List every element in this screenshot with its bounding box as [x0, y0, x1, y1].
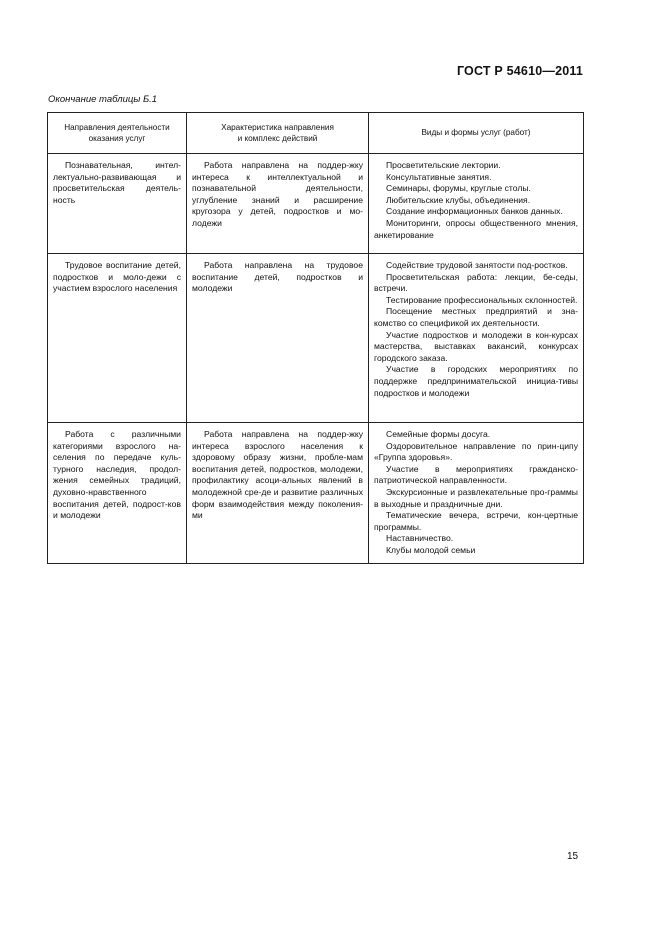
direction-cell	[48, 254, 187, 423]
service-item: Мониторинги, опросы общественного мнения, анкетирование	[374, 217, 578, 240]
service-item: Содействие трудовой занятости под-ростков.	[386, 260, 568, 270]
header-line: оказания услуг	[88, 134, 146, 143]
services-cell	[369, 254, 584, 423]
service-item: Участие в мероприятиях гражданско-патриотической направленности.	[374, 463, 578, 486]
cell-text: Познавательная, интел-лектуально-развивающая и просветительская деятель-ность	[53, 160, 181, 205]
service-item: Просветительская работа: лекции, бе-седы, встречи.	[374, 271, 578, 294]
table-row	[48, 154, 584, 254]
service-item: Участие в городских мероприятиях по поддержке предпринимательской инициа-тивы подростков и молодежи	[374, 364, 578, 398]
characteristic-cell	[187, 154, 369, 254]
table-row	[48, 254, 584, 423]
service-item: Тестирование профессиональных склонностей.	[386, 294, 578, 305]
service-item: Клубы молодой семьи	[386, 544, 476, 555]
service-item: Просветительские лектории.	[386, 160, 501, 170]
service-item: Любительские клубы, объединения.	[386, 194, 531, 205]
cell-text: Трудовое воспитание детей, подростков и моло-дежи с участием взрослого населения	[53, 260, 181, 294]
service-item: Семинары, форумы, круглые столы.	[386, 183, 531, 194]
header-line: и комплекс действий	[237, 134, 318, 143]
table-row	[48, 423, 584, 564]
characteristic-cell	[187, 423, 369, 564]
table-caption: Окончание таблицы Б.1	[48, 94, 158, 105]
cell-text: Работа направлена на поддер-жку интереса к интеллектуальной и познавательной деятельности, углубление знаний и расширение кругозора у детей, подростков и мо-лодежи	[192, 160, 363, 228]
cell-text: Работа направлена на трудовое воспитание детей, подростков и молодежи	[192, 260, 363, 294]
header-line: Характеристика направления	[221, 122, 334, 132]
direction-cell	[48, 154, 187, 254]
characteristic-cell	[187, 254, 369, 423]
column-header-services	[369, 113, 584, 154]
service-item: Оздоровительное направление по прин-ципу «Группа здоровья».	[374, 440, 578, 463]
services-cell	[369, 154, 584, 254]
page-number: 15	[567, 851, 579, 862]
cell-text: Работа направлена на поддер-жку интереса взрослого населения к здоровому образу жизни, пробле-мам воспитания детей, подростков, молодежи, профилактику асоци-альных явлений в молодежной сре-де и развитие различных форм взаимодействия между поколения-ми	[192, 429, 363, 521]
header-line: Виды и формы услуг (работ)	[421, 128, 531, 138]
services-cell	[369, 423, 584, 564]
service-item: Посещение местных предприятий и зна-комство со спецификой их деятельности.	[374, 306, 578, 328]
header-line: Направления деятельности	[64, 122, 170, 132]
service-item: Семейные формы досуга.	[386, 429, 491, 439]
service-item: Тематические вечера, встречи, кон-цертные программы.	[374, 510, 578, 532]
service-item: Создание информационных банков данных.	[386, 206, 563, 217]
service-item: Наставничество.	[386, 533, 454, 544]
service-item: Участие подростков и молодежи в кон-курсах мастерства, выставках вакансий, конкурсах городского заказа.	[374, 329, 578, 363]
service-item: Консультативные занятия.	[386, 171, 492, 182]
direction-cell	[48, 423, 187, 564]
standard-code: ГОСТ Р 54610—2011	[456, 64, 583, 78]
cell-text: Работа с различными категориями взрослого на-селения по передаче куль-турного наследия, продол-жения семейных традиций, духовно-нравственного воспитания детей, подрост-ков и молодежи	[53, 429, 181, 521]
services-table	[47, 112, 584, 564]
service-item: Экскурсионные и развлекательные про-граммы в выходные и праздничные дни.	[374, 486, 578, 509]
table-header-row	[48, 113, 584, 154]
column-header-directions	[48, 113, 187, 154]
column-header-characteristic	[187, 113, 369, 154]
